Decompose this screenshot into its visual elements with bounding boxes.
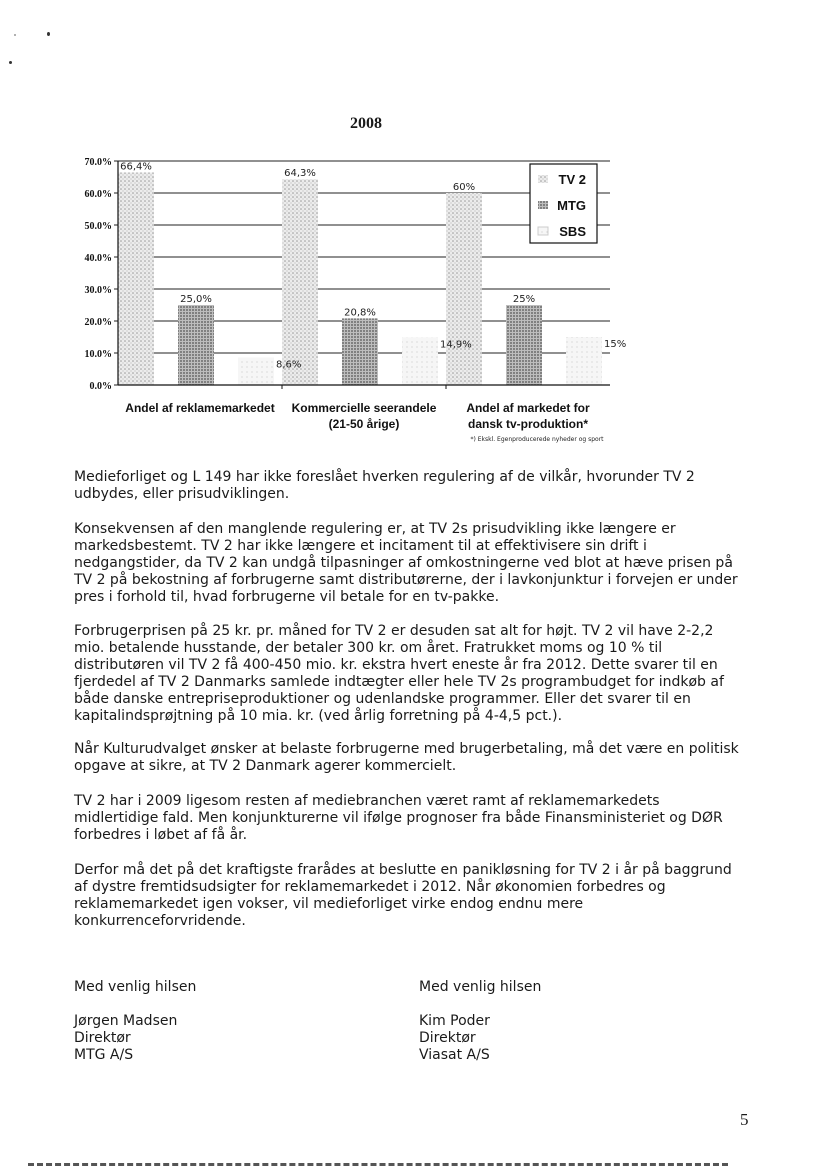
bar-tv2-1 — [118, 173, 154, 385]
data-label: 60% — [452, 182, 476, 193]
data-label: 8,6% — [276, 359, 302, 371]
page-number: 5 — [740, 1110, 749, 1129]
bar-sbs-2 — [402, 337, 438, 385]
category-label: dansk tv-produktion* — [467, 417, 589, 431]
data-label: 64,3% — [284, 168, 316, 180]
bar-sbs-1 — [238, 357, 274, 385]
bar-tv2-3 — [446, 193, 482, 385]
signature-left-greeting: Med venlig hilsen — [74, 979, 197, 995]
category-label: Andel af reklamemarkedet — [125, 401, 275, 415]
legend-swatch — [538, 227, 548, 235]
paragraph-1: Medieforliget og L 149 har ikke foreslået hverken regulering af de vilkår, hvorunder TV 2 udbydes, eller prisudviklingen. — [74, 469, 695, 502]
y-tick-label: 30.0% — [84, 285, 112, 296]
bar-mtg-1 — [178, 305, 214, 385]
signature-left-name: Jørgen Madsen — [74, 1013, 178, 1029]
signature-right-greeting: Med venlig hilsen — [419, 979, 542, 995]
paragraph-5: TV 2 har i 2009 ligesom resten af mediebranchen været ramt af reklamemarkedets midlertidige fald. Men konjunkturerne vil ifølge prognoser fra både Finansministeriet og DØR forbedres i løbet af få år. — [74, 793, 723, 843]
y-tick-label: 10.0% — [84, 349, 112, 360]
category-label: Kommercielle seerandele — [291, 401, 437, 415]
data-label: 66,4% — [120, 161, 152, 173]
data-label: 25% — [512, 294, 536, 305]
signature-left-title: Direktør — [74, 1030, 131, 1046]
data-label: 14,9% — [440, 339, 472, 351]
signature-right-company: Viasat A/S — [419, 1047, 490, 1063]
market-share-chart — [0, 0, 824, 460]
paragraph-6: Derfor må det på det kraftigste frarådes at beslutte en panikløsning for TV 2 i år på baggrund af dystre fremtidsudsigter for reklamemarkedet i 2012. Når økonomien forbedres og reklamemarkedet igen vokser, vil medieforliget virke endog endnu mere konkurrenceforvridende. — [74, 862, 732, 929]
y-tick-label: 60.0% — [84, 189, 112, 200]
y-tick-label: 0.0% — [89, 381, 112, 392]
legend-label: TV 2 — [558, 172, 586, 187]
data-label: 15% — [604, 339, 627, 350]
bar-sbs-3 — [566, 337, 602, 385]
scan-speck — [47, 32, 50, 36]
scan-speck — [14, 34, 16, 36]
bar-mtg-2 — [342, 318, 378, 385]
signature-right-title: Direktør — [419, 1030, 476, 1046]
legend-swatch — [538, 175, 548, 183]
paragraph-4: Når Kulturudvalget ønsker at belaste forbrugerne med brugerbetaling, må det være en politisk opgave at sikre, at TV 2 Danmark agerer kommercielt. — [74, 741, 739, 774]
chart-title: 2008 — [350, 115, 382, 132]
y-tick-label: 20.0% — [84, 317, 112, 328]
y-tick-label: 40.0% — [84, 253, 112, 264]
y-tick-label: 70.0% — [84, 157, 112, 168]
bar-tv2-2 — [282, 179, 318, 385]
bar-mtg-3 — [506, 305, 542, 385]
signature-left-company: MTG A/S — [74, 1047, 134, 1063]
scan-edge-dashes — [28, 1163, 728, 1166]
scan-speck — [9, 61, 12, 64]
data-label: 25,0% — [180, 294, 212, 305]
legend-swatch — [538, 201, 548, 209]
category-label: (21-50 årige) — [328, 417, 400, 431]
signature-right-name: Kim Poder — [419, 1013, 490, 1029]
paragraph-2: Konsekvensen af den manglende regulering er, at TV 2s prisudvikling ikke længere er markedsbestemt. TV 2 har ikke længere et incitament til at effektivisere sin drift i nedgangstider, da TV 2 kan undgå tilpasninger af omkostningerne ved blot at hæve prisen på TV 2 på bekostning af forbrugerne samt distributørerne, der i lavkonjunktur i forvejen er under pres i forhold til, hvad forbrugerne vil betale for en tv-pakke. — [74, 521, 738, 605]
chart-footnote: *) Ekskl. Egenproducerede nyheder og sport — [470, 436, 604, 443]
legend-label: MTG — [557, 198, 586, 213]
data-label: 20,8% — [344, 307, 376, 319]
legend-label: SBS — [559, 224, 586, 239]
category-label: Andel af markedet for — [466, 401, 590, 415]
paragraph-3: Forbrugerprisen på 25 kr. pr. måned for TV 2 er desuden sat alt for højt. TV 2 vil have 2-2,2 mio. betalende husstande, der betaler 300 kr. om året. Fratrukket moms og 10 % til distributøren vil TV 2 få 400-450 mio. kr. ekstra hvert eneste år fra 2012. Dette svarer til en fjerdedel af TV 2 Danmarks samlede indtægter eller hele TV 2s programbudget for indkøb af både danske entrepriseproduktioner og udenlandske programmer. Eller det svarer til en kapitalindsprøjtning på 10 mia. kr. (ved årlig forretning på 4-4,5 pct.). — [74, 623, 724, 724]
y-tick-label: 50.0% — [84, 221, 112, 232]
